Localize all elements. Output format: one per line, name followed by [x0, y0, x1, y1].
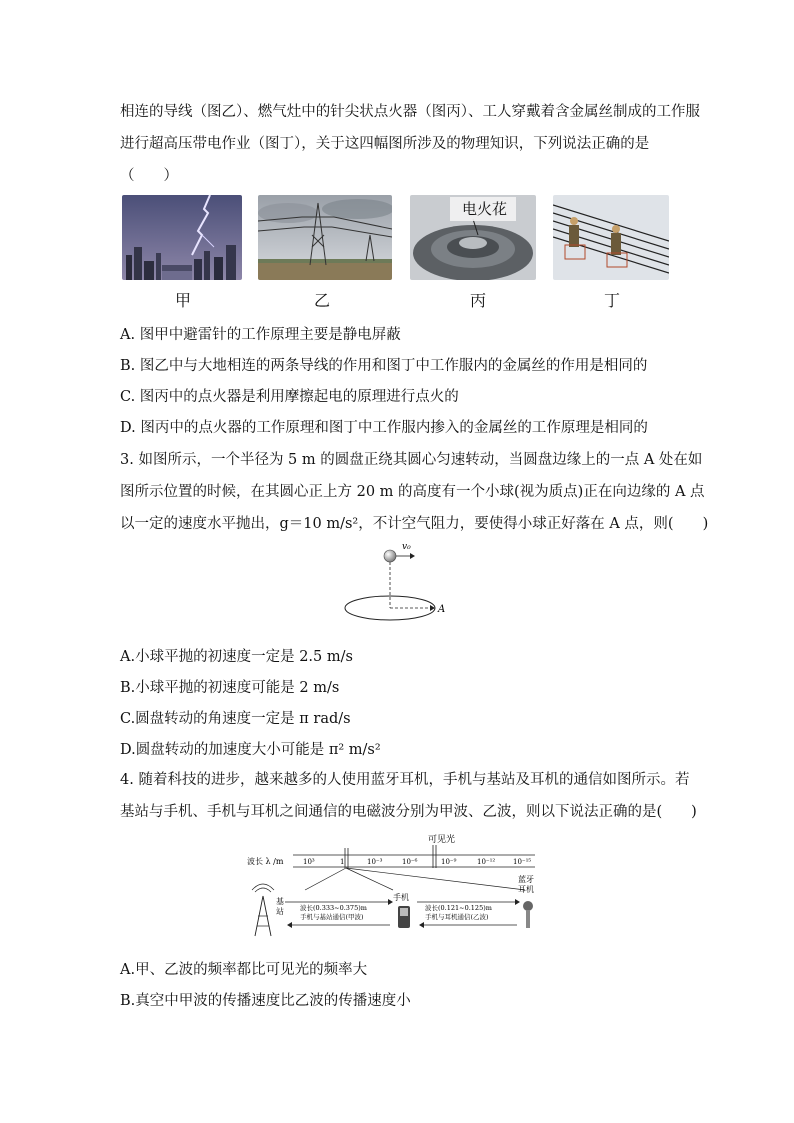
q3-option-a: A.小球平抛的初速度一定是 2.5 m/s	[120, 649, 353, 665]
intro-line-3: （ ）	[120, 168, 178, 184]
wavelength-axis-label: 波长 λ /m	[247, 857, 284, 866]
point-a-label: A	[438, 604, 446, 615]
q2-option-b: B. 图乙中与大地相连的两条导线的作用和图丁中工作服内的金属丝的作用是相同的	[120, 358, 648, 374]
ball-icon	[384, 550, 396, 562]
band-b-desc: 手机与耳机通信(乙波)	[425, 913, 489, 921]
q3-option-c: C.圆盘转动的角速度一定是 π rad/s	[120, 711, 351, 727]
band-a-desc: 手机与基站通信(甲波)	[300, 913, 364, 921]
earphone-label-1: 蓝牙	[518, 875, 534, 884]
q3-line-2: 图所示位置的时候，在其圆心正上方 20 m 的高度有一个小球(视为质点)正在向边缘的 A 点	[120, 484, 705, 500]
tick-1e-3: 10⁻³	[367, 858, 383, 866]
earphone-icon	[523, 901, 533, 928]
visible-light-label: 可见光	[428, 835, 456, 845]
worker-photo	[553, 195, 669, 280]
figure-caption-yi: 乙	[314, 291, 331, 310]
tick-1e-12: 10⁻¹²	[477, 858, 496, 866]
spark-label: 电火花	[462, 200, 508, 218]
q3-option-d: D.圆盘转动的加速度大小可能是 π² m/s²	[120, 742, 381, 758]
q4-line-2: 基站与手机、手机与耳机之间通信的电磁波分别为甲波、乙波，则以下说法正确的是( )	[120, 804, 697, 820]
base-station-icon	[252, 884, 274, 936]
base-station-label-2: 站	[276, 907, 284, 916]
base-station-label-1: 基	[276, 897, 284, 906]
q3-line-3: 以一定的速度水平抛出，g＝10 m/s²，不计空气阻力，要使得小球正好落在 A 点，则( )	[120, 516, 709, 532]
q2-option-c: C. 图丙中的点火器是利用摩擦起电的原理进行点火的	[120, 389, 459, 405]
band-b-label: 波长(0.121~0.125)m	[425, 904, 492, 912]
v0-label: v₀	[402, 542, 411, 552]
tick-1: 1	[340, 858, 345, 866]
figure-caption-jia: 甲	[175, 291, 192, 310]
tick-1e-9: 10⁻⁹	[441, 858, 457, 866]
tick-1e-6: 10⁻⁶	[402, 858, 418, 866]
intro-line-1: 相连的导线（图乙）、燃气灶中的针尖状点火器（图丙）、工人穿戴着含金属丝制成的工作服	[120, 104, 700, 120]
q4-line-1: 4. 随着科技的进步，越来越多的人使用蓝牙耳机，手机与基站及耳机的通信如图所示。若	[120, 772, 690, 788]
band-a-label: 波长(0.333~0.375)m	[300, 904, 367, 912]
earphone-label-2: 耳机	[518, 885, 534, 894]
tick-1e-15: 10⁻¹⁵	[513, 858, 532, 866]
lightning-photo	[122, 195, 242, 280]
phone-label: 手机	[393, 893, 409, 902]
phone-icon	[398, 906, 410, 928]
q3-option-b: B.小球平抛的初速度可能是 2 m/s	[120, 680, 340, 696]
q3-line-1: 3. 如图所示，一个半径为 5 m 的圆盘正绕其圆心匀速转动，当圆盘边缘上的一点 A 处在如	[120, 452, 703, 468]
tick-1000: 10³	[303, 858, 315, 866]
figure-caption-ding: 丁	[604, 291, 621, 310]
tower-photo	[258, 195, 392, 280]
q2-option-a: A. 图甲中避雷针的工作原理主要是静电屏蔽	[120, 327, 401, 343]
spectrum-diagram	[245, 828, 545, 940]
q2-option-d: D. 图丙中的点火器的工作原理和图丁中工作服内掺入的金属丝的工作原理是相同的	[120, 420, 648, 436]
figure-caption-bing: 丙	[470, 291, 487, 310]
intro-line-2: 进行超高压带电作业（图丁），关于这四幅图所涉及的物理知识，下列说法正确的是	[120, 136, 650, 152]
disc-diagram	[340, 540, 460, 630]
q4-option-b: B.真空中甲波的传播速度比乙波的传播速度小	[120, 993, 411, 1009]
q4-option-a: A.甲、乙波的频率都比可见光的频率大	[120, 962, 368, 978]
